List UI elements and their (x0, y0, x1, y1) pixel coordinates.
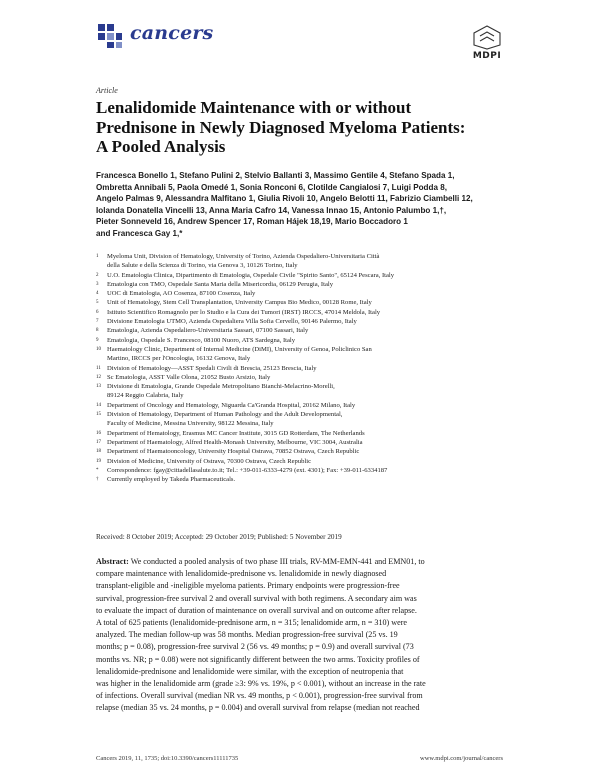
affiliation-item (96, 429, 516, 438)
journal-logo (96, 22, 256, 66)
author-line: and Francesca Gay 1,* (96, 228, 183, 238)
affiliation-text (107, 252, 516, 271)
abstract-line: A total of 625 patients (lenalidomide-prednisone arm, n = 315; lenalidomide arm, n = 310) were (96, 618, 407, 628)
affiliation-item (96, 475, 516, 484)
abstract-text: We conducted a pooled analysis of two phase III trials, RV-MM-EMN-441 and EMN01, to (128, 557, 425, 566)
affiliation-number: 15 (96, 412, 101, 418)
affiliation-line: Department of Oncology and Hematology, Niguarda Ca'Granda Hospital, 20162 Milano, Italy (107, 401, 356, 409)
affiliation-number: 18 (96, 449, 101, 455)
abstract-line: months vs. NR; p = 0.08) were not significantly different between the two arms. Toxicity profiles of (96, 654, 420, 664)
author-line: Ombretta Annibali 5, Paola Omedé 1, Sonia Ronconi 6, Clotilde Cangialosi 7, Luigi Podda 8, (96, 182, 447, 192)
affiliation-line: Divisione Ematologia UTMO, Azienda Ospedaliera Villa Sofia Cervello, 90146 Palermo, Italy (107, 318, 357, 326)
affiliation-item (96, 336, 516, 345)
affiliation-text (107, 401, 516, 410)
mdpi-logo-icon (470, 24, 504, 50)
affiliation-item (96, 438, 516, 447)
abstract-line: survival, progression-free survival 2 and overall survival with both regimens. A secondary aim was (96, 593, 417, 603)
affiliation-number: † (96, 477, 99, 483)
author-line: Francesca Bonello 1, Stefano Pulini 2, Stelvio Ballanti 3, Massimo Gentile 4, Stefano Spada 1, (96, 171, 455, 180)
affiliation-line: Division of Hematology—ASST Spedali Civili di Brescia, 25123 Brescia, Italy (107, 364, 317, 372)
affiliation-item (96, 382, 516, 401)
affiliation-number: 5 (96, 300, 99, 306)
affiliation-item (96, 401, 516, 410)
affiliation-text (107, 438, 516, 447)
affiliation-text (107, 364, 516, 373)
affiliation-number: 3 (96, 281, 99, 287)
affiliation-item (96, 308, 516, 317)
affiliation-text (107, 317, 516, 326)
affiliation-item (96, 466, 516, 475)
affiliation-number: 6 (96, 309, 99, 315)
affiliation-number: 1 (96, 254, 99, 259)
affiliation-item (96, 252, 516, 271)
affiliation-text (107, 298, 516, 307)
publication-dates: Received: 8 October 2019; Accepted: 29 October 2019; Published: 5 November 2019 (96, 533, 342, 541)
affiliation-text (107, 336, 516, 345)
affiliation-item (96, 280, 516, 289)
abstract-line: compare maintenance with lenalidomide-prednisone vs. lenalidomide in newly diagnosed (96, 569, 387, 579)
article-title (96, 98, 506, 157)
affiliation-item (96, 345, 516, 364)
affiliation-line: Correspondence: fgay@cittadellasalute.to.it; Tel.: +39-011-6333-4279 (ext. 4301); Fax: +39-011-6334187 (107, 466, 388, 474)
affiliation-number: * (96, 467, 99, 473)
abstract-line: lenalidomide-prednisone and lenalidomide were similar, with the exception of neutropenia that (96, 666, 404, 676)
title-line: Lenalidomide Maintenance with or without (96, 98, 412, 117)
affiliation-text (107, 466, 516, 475)
affiliation-number: 9 (96, 337, 99, 343)
affiliation-line: Ematologia con TMO, Ospedale Santa Maria della Misericordia, 06129 Perugia, Italy (107, 280, 334, 288)
abstract-label: Abstract: (96, 557, 129, 566)
affiliation-number: 4 (96, 291, 99, 297)
affiliation-text (107, 475, 516, 484)
affiliation-line: Division of Hematology, Department of Human Pathology and the Adult Developmental, (107, 411, 343, 419)
affiliation-number: 19 (96, 458, 101, 464)
citation: Cancers 2019, 11, 1735; doi:10.3390/cancers11111735 (96, 755, 239, 762)
affiliation-line: Sc Ematologia, ASST Valle Olona, 21052 Busto Arsizio, Italy (107, 373, 271, 381)
affiliation-number: 8 (96, 328, 99, 334)
affiliation-number: 13 (96, 384, 101, 390)
affiliation-line: Haematology Clinic, Department of Internal Medicine (DiMI), University of Genoa, Policlinico San (107, 345, 372, 353)
author-line: Iolanda Donatella Vincelli 13, Anna Maria Cafro 14, Vanessa Innao 15, Antonio Palumbo 1,†, (96, 205, 447, 215)
title-line: A Pooled Analysis (96, 137, 226, 156)
affiliation-item (96, 447, 516, 456)
affiliation-item (96, 457, 516, 466)
affiliation-line: Martino, IRCCS per l'Oncologia, 16132 Genova, Italy (107, 355, 251, 363)
affiliation-line: Department of Hematology, Erasmus MC Cancer Institute, 3015 GD Rotterdam, The Netherlands (107, 429, 365, 437)
article-type: Article (96, 86, 118, 95)
affiliation-number: 10 (96, 346, 101, 352)
author-line: Angelo Palmas 9, Alessandra Malfitano 1, Giulia Rivoli 10, Angelo Belotti 11, Fabrizio Ciambelli 12, (96, 194, 473, 204)
affiliation-text (107, 410, 516, 429)
affiliation-line: UOC di Ematologia, AO Cosenza, 87100 Cosenza, Italy (107, 290, 256, 298)
affiliation-line: Divisione di Ematologia, Grande Ospedale Metropolitano Bianchi-Melacrino-Morelli, (107, 383, 335, 391)
affiliation-number: 16 (96, 430, 101, 436)
affiliation-item (96, 410, 516, 429)
abstract-line: relapse (median 35 vs. 24 months, p = 0.004) and overall survival from relapse (median not reached (96, 703, 420, 713)
affiliation-text (107, 447, 516, 456)
author-line: Pieter Sonneveld 16, Andrew Spencer 17, Roman Hájek 18,19, Mario Boccadoro 1 (96, 217, 408, 227)
affiliation-number: 17 (96, 439, 101, 445)
affiliation-item (96, 326, 516, 335)
affiliation-number: 14 (96, 402, 101, 408)
affiliation-item (96, 364, 516, 373)
affiliation-number: 12 (96, 374, 101, 380)
affiliation-number: 11 (96, 365, 101, 371)
affiliation-line: U.O. Ematologia Clinica, Dipartimento di Ematologia, Ospedale Civile "Spirito Santo", 65124 Pescara, Italy (107, 271, 395, 279)
abstract (96, 556, 510, 715)
affiliation-text (107, 345, 516, 364)
abstract-line: months; p = 0.08), progression-free survival 2 (56 vs. 49 months; p = 0.9) and overall survival (73 (96, 642, 414, 652)
affiliation-item (96, 289, 516, 298)
abstract-line: transplant-eligible and -ineligible myeloma patients. Primary endpoints were progression-free (96, 581, 400, 591)
affiliation-line: Currently employed by Takeda Pharmaceuticals. (107, 476, 236, 484)
affiliation-text (107, 457, 516, 466)
affiliation-line: Unit of Hematology, Stem Cell Transplantation, University Campus Bio Medico, 00128 Rome, Italy (107, 299, 372, 307)
affiliation-line: Istituto Scientifico Romagnolo per lo Studio e la Cura dei Tumori (IRST) IRCCS, 47014 Meldola, Italy (107, 308, 381, 316)
publisher-name: MDPI (472, 51, 502, 61)
journal-mark-icon (96, 22, 124, 50)
affiliation-line: Ematologia, Ospedale S. Francesco, 08100 Nuoro, ATS Sardegna, Italy (107, 336, 296, 344)
affiliation-item (96, 298, 516, 307)
affiliation-line: Department of Haematooncology, University Hospital Ostrava, 70852 Ostrava, Czech Republic (107, 448, 360, 456)
affiliation-line: Faculty of Medicine, Messina University, 98122 Messina, Italy (107, 420, 274, 428)
abstract-line: analyzed. The median follow-up was 58 months. Median progression-free survival (25 vs. 19 (96, 630, 398, 640)
abstract-line: was higher in the lenalidomide arm (grade ≥3: 9% vs. 19%, p < 0.001), without an increase in the rate (96, 679, 426, 689)
affiliation-text (107, 382, 516, 401)
affiliation-text (107, 289, 516, 298)
affiliation-line: della Salute e della Scienza di Torino, via Genova 3, 10126 Torino, Italy (107, 262, 298, 270)
abstract-line: of infections. Overall survival (median NR vs. 49 months, p < 0.001), progression-free survival from (96, 691, 423, 701)
affiliation-line: Department of Haematology, Alfred Health-Monash University, Melbourne, VIC 3004, Australia (107, 438, 363, 446)
affiliation-line: Division of Medicine, University of Ostrava, 70300 Ostrava, Czech Republic (107, 457, 311, 465)
affiliation-item (96, 271, 516, 280)
abstract-line-first (96, 556, 510, 568)
affiliation-item (96, 317, 516, 326)
journal-name: cancers (130, 22, 214, 44)
affiliation-line: 89124 Reggio Calabria, Italy (107, 392, 184, 400)
affiliation-list (96, 252, 516, 484)
affiliation-text (107, 280, 516, 289)
affiliation-line: Myeloma Unit, Division of Hematology, University of Torino, Azienda Ospedaliero-Universitaria Città (107, 253, 380, 260)
affiliation-text (107, 326, 516, 335)
abstract-line: to evaluate the impact of duration of maintenance on overall survival and on outcome after relapse. (96, 605, 417, 615)
affiliation-text (107, 271, 516, 280)
affiliation-number: 2 (96, 272, 99, 278)
affiliation-text (107, 373, 516, 382)
journal-url[interactable]: www.mdpi.com/journal/cancers (420, 755, 503, 762)
author-list (96, 170, 511, 240)
affiliation-text (107, 429, 516, 438)
affiliation-line: Ematologia, Azienda Ospedaliero-Universitaria Sassari, 07100 Sassari, Italy (107, 327, 309, 335)
title-line: Prednisone in Newly Diagnosed Myeloma Patients: (96, 117, 466, 137)
affiliation-item (96, 373, 516, 382)
publisher-logo (470, 24, 504, 64)
affiliation-number: 7 (96, 319, 99, 325)
affiliation-text (107, 308, 516, 317)
